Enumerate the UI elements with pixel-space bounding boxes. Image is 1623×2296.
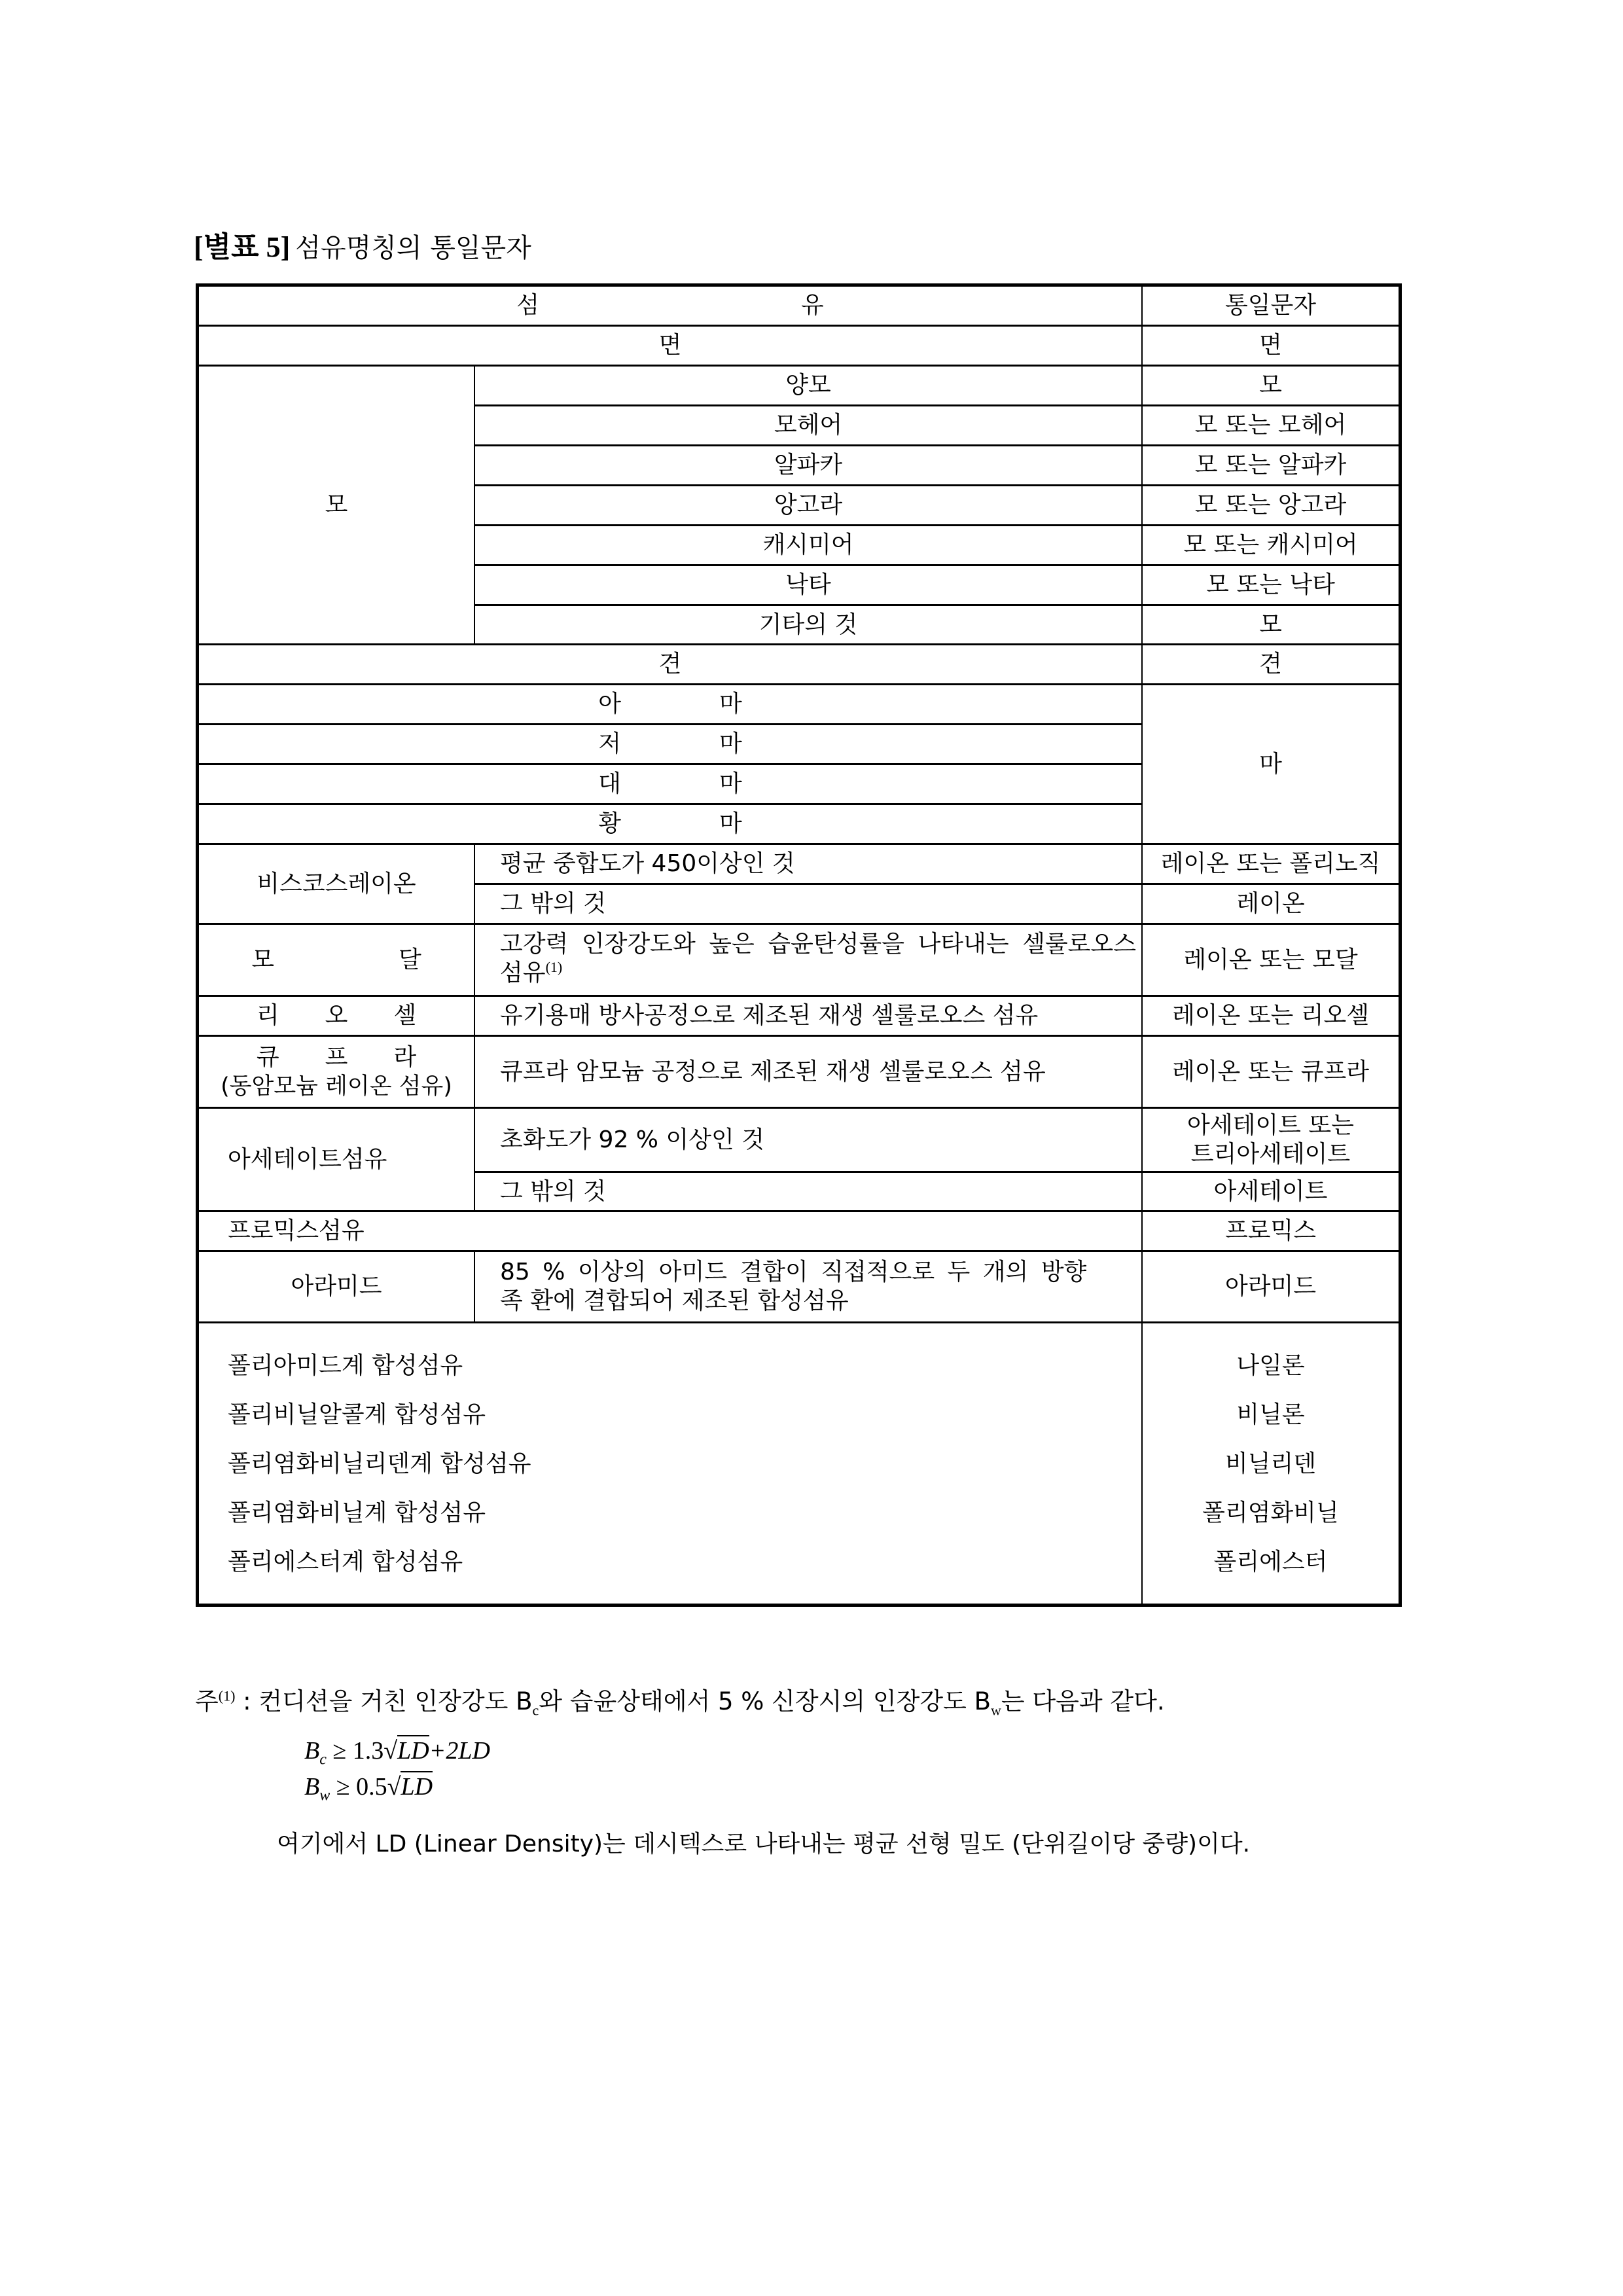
fiber-synthetic: 폴리비닐알콜계 합성섬유: [228, 1401, 486, 1428]
footnote-ref: (1): [545, 959, 563, 975]
cupra-name: [257, 1043, 416, 1072]
synthetic-unified: 폴리에스터: [1213, 1549, 1328, 1575]
fiber-hemp-item: [199, 685, 1141, 723]
formula-op: ≥ 1.3: [326, 1737, 384, 1765]
unified-wool-item: 모: [1259, 611, 1282, 638]
fiber-aramid: 아라미드: [291, 1273, 382, 1300]
unified-wool-item: 모 또는 캐시미어: [1183, 531, 1358, 558]
fiber-hemp-item: [199, 805, 1141, 843]
modal-desc-text: 고강력 인장강도와 높은 습윤탄성률을 나타내는 셀룰로오스 섬유: [500, 931, 1136, 986]
fiber-silk: 견: [658, 651, 682, 677]
synthetic-unified: 비닐론: [1236, 1401, 1305, 1428]
formula-radicand: LD: [401, 1771, 433, 1801]
footnote-prefix: 주: [195, 1687, 219, 1715]
row-divider: [199, 1321, 1399, 1323]
viscose-desc: 평균 중합도가 450이상인 것: [500, 850, 795, 877]
cupra-char: 라: [393, 1043, 417, 1071]
acetate-unified: 아세테이트: [1213, 1177, 1328, 1205]
unified-wool-item: 모 또는 알파카: [1194, 452, 1347, 478]
fiber-hemp-item: [199, 765, 1141, 803]
fiber-wool-group: 모: [325, 491, 348, 518]
lyocell-unified: 레이온 또는 리오셀: [1171, 1002, 1370, 1029]
page-title: [194, 228, 531, 268]
lyocell-desc: 유기용매 방사공정으로 제조된 재생 셀룰로오스 섬유: [500, 1002, 1039, 1029]
unified-cotton: 면: [1259, 332, 1282, 359]
fiber-wool-item: 낙타: [785, 571, 831, 598]
unified-hemp: 마: [1259, 750, 1282, 778]
formula-op: ≥ 0.5: [330, 1773, 387, 1801]
footnote-text: 는 다음과 같다.: [1001, 1687, 1165, 1715]
formula-subscript: c: [319, 1751, 327, 1768]
acetate-unified-line: 트리아세테이트: [1190, 1140, 1351, 1168]
hemp-char: 마: [719, 810, 742, 837]
viscose-desc: 그 밖의 것: [500, 890, 606, 917]
fiber-synthetic: 폴리아미드계 합성섬유: [228, 1352, 463, 1379]
fiber-name-table: [196, 283, 1402, 1607]
unified-silk: 견: [1259, 651, 1282, 677]
acetate-unified-line: 아세테이트 또는: [1187, 1111, 1354, 1139]
fiber-wool-item: 모헤어: [774, 412, 843, 439]
fiber-synthetic: 폴리염화비닐리덴계 합성섬유: [228, 1450, 531, 1477]
formula-symbol: B: [304, 1773, 320, 1801]
modal-unified: 레이온 또는 모달: [1183, 946, 1358, 973]
fiber-promix: 프로믹스섬유: [228, 1217, 365, 1244]
header-fiber-a: 섬: [516, 292, 539, 319]
fiber-wool-item: 알파카: [774, 452, 843, 478]
fiber-wool-item: 기타의 것: [758, 611, 858, 638]
fiber-synthetic: 폴리염화비닐계 합성섬유: [228, 1499, 486, 1526]
fiber-acetate: 아세테이트섬유: [228, 1145, 387, 1173]
acetate-desc: 그 밖의 것: [500, 1177, 606, 1205]
synthetic-unified: 나일론: [1236, 1352, 1305, 1379]
unified-wool-item: 모 또는 낙타: [1206, 571, 1335, 598]
fiber-cotton: 면: [658, 332, 682, 359]
sqrt-icon: √: [387, 1773, 401, 1801]
hemp-char: 대: [598, 770, 621, 797]
cupra-char: 큐: [256, 1043, 279, 1071]
hemp-char: 마: [719, 770, 742, 797]
cupra-subname: (동암모늄 레이온 섬유): [221, 1073, 452, 1100]
footnote-text: : 컨디션을 거친 인장강도 B: [235, 1687, 533, 1715]
fiber-modal: [199, 925, 474, 995]
promix-unified: 프로믹스: [1224, 1217, 1317, 1244]
hemp-char: 황: [598, 810, 621, 837]
viscose-unified: 레이온: [1236, 890, 1305, 917]
title-text: 섬유명칭의 통일문자: [295, 233, 531, 263]
fiber-cupra: [199, 1037, 474, 1107]
formula-radicand: LD: [397, 1735, 429, 1765]
modal-desc: [475, 925, 1141, 995]
cupra-char: 프: [325, 1043, 348, 1071]
header-unified: 통일문자: [1224, 292, 1317, 319]
fiber-wool-item: 캐시미어: [762, 531, 854, 558]
lyocell-char: 리: [256, 1002, 279, 1029]
hemp-char: 아: [598, 691, 621, 717]
cupra-desc: 큐프라 암모늄 공정으로 제조된 재생 셀룰로오스 섬유: [500, 1058, 1046, 1085]
aramid-desc-line: 족 환에 결합되어 제조된 합성섬유: [500, 1287, 849, 1314]
hemp-char: 저: [598, 730, 621, 757]
footnote: [195, 1685, 1165, 1727]
acetate-desc: 초화도가 92 % 이상인 것: [500, 1126, 764, 1153]
fiber-wool-item: 양모: [785, 372, 831, 399]
fiber-viscose: 비스코스레이온: [257, 870, 416, 897]
aramid-desc: [475, 1252, 1141, 1321]
synthetic-unified: 폴리염화비닐: [1202, 1499, 1339, 1526]
footnote-sub: c: [532, 1702, 539, 1719]
formula-bw: [304, 1770, 433, 1812]
synthetic-unified: 비닐리덴: [1224, 1450, 1317, 1477]
lyocell-char: 셀: [393, 1002, 417, 1029]
footnote-sub: w: [991, 1702, 1001, 1719]
unified-wool-item: 모: [1259, 372, 1282, 399]
fiber-lyocell: [199, 997, 474, 1035]
header-fiber-b: 유: [801, 292, 824, 319]
fiber-hemp-item: [199, 725, 1141, 763]
aramid-unified: 아라미드: [1224, 1273, 1317, 1300]
sqrt-icon: √: [383, 1737, 398, 1765]
footnote-marker: (1): [218, 1687, 236, 1704]
unified-wool-item: 모 또는 앙고라: [1194, 492, 1347, 518]
modal-char: 모: [251, 946, 274, 973]
formula-symbol: B: [304, 1737, 320, 1765]
footnote-text: 와 습윤상태에서 5 % 신장시의 인장강도 B: [539, 1687, 991, 1715]
header-fiber: [199, 287, 1141, 325]
fiber-synthetic: 폴리에스터계 합성섬유: [228, 1549, 463, 1575]
viscose-unified: 레이온 또는 폴리노직: [1160, 850, 1381, 877]
definition-text: 여기에서 LD (Linear Density)는 데시텍스로 나타내는 평균 선형 밀도 (단위길이당 중량)이다.: [277, 1831, 1251, 1857]
acetate-unified: [1143, 1109, 1399, 1171]
title-label: [별표 5]: [194, 231, 291, 263]
cupra-unified: 레이온 또는 큐프라: [1171, 1058, 1370, 1085]
formula-tail: +2LD: [429, 1737, 490, 1765]
modal-char: 달: [399, 946, 421, 973]
lyocell-char: 오: [325, 1002, 348, 1029]
hemp-char: 마: [719, 691, 742, 717]
aramid-desc-line: 85 % 이상의 아미드 결합이 직접적으로 두 개의 방향: [500, 1259, 1087, 1285]
hemp-char: 마: [719, 730, 742, 757]
formula-subscript: w: [319, 1787, 330, 1804]
fiber-wool-item: 앙고라: [774, 492, 843, 518]
unified-wool-item: 모 또는 모헤어: [1194, 412, 1347, 439]
